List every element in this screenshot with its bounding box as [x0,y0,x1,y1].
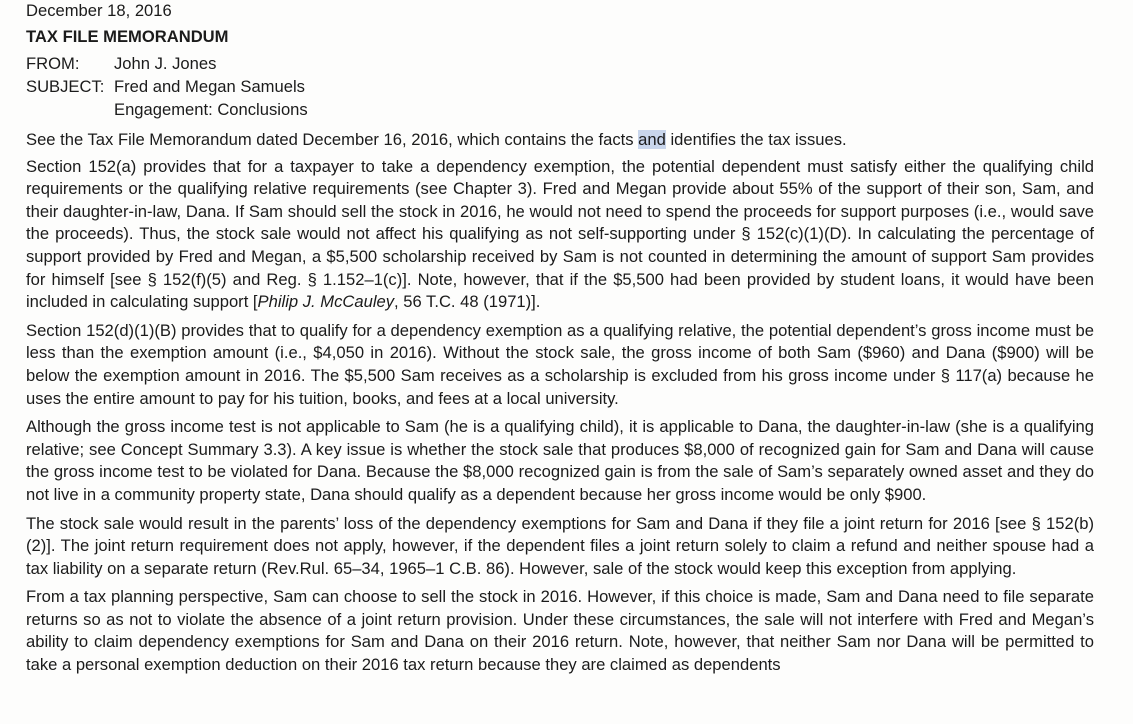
paragraph-joint-return[interactable]: The stock sale would result in the parents’ loss of the dependency exemptions for Sam and Dana if they file a joint return for 2016 [see § 152(b)(2)]. The joint return requirement does not apply, however, if the dependent files a joint return solely to claim a refund and neither spouse had a tax liability on a separate return (Rev.Rul. 65–34, 1965–1 C.B. 86). However, sale of the stock would keep this exception from applying. [26,513,1094,578]
case-citation: Philip J. McCauley [257,292,395,312]
selected-text-highlight[interactable]: and [638,130,666,149]
paragraph-section-152a[interactable] [26,156,1094,314]
memo-date: December 18, 2016 [26,1,172,20]
paragraph-gross-income[interactable]: Although the gross income test is not applicable to Sam (he is a qualifying child), it is applicable to Dana, the daughter-in-law (she is a qualifying relative; see Concept Summary 3.3). A key issue is whether the stock sale that produces $8,000 of recognized gain for Sam and Dana will cause the gross income test to be violated for Dana. Because the $8,000 recognized gain is from the sale of Sam’s separately owned asset and they do not live in a community property state, Dana should qualify as a dependent because her gross income would be only $900. [26,417,1094,504]
paragraph-section-152d[interactable]: Section 152(d)(1)(B) provides that to qualify for a dependency exemption as a qualifying relative, the potential dependent’s gross income must be less than the exemption amount (i.e., $4,050 in 2016). Without the stock sale, the gross income of both Sam ($960) and Dana ($900) will be below the exemption amount in 2016. The $5,500 Sam receives as a scholarship is excluded from his gross income under § 117(a) because he uses the entire amount to pay for his tuition, books, and fees at a local university. [26,320,1094,408]
from-row [26,52,1094,75]
paragraph-intro-text-b: identifies the tax issues. [665,130,847,149]
subject-row-2 [26,98,1094,121]
memo-title: TAX FILE MEMORANDUM [26,27,229,46]
memo-page [26,0,1094,677]
paragraph-tax-planning[interactable]: From a tax planning perspective, Sam can choose to sell the stock in 2016. However, if this choice is made, Sam and Dana need to file separate returns so as not to violate the absence of a joint return provision. Under these circumstances, the sale will not interfere with Fred and Megan’s ability to claim dependency exemptions for Sam and Dana on their 2016 return. Note, however, that neither Sam nor Dana will be permitted to take a personal exemption deduction on their 2016 tax return because they are claimed as dependents [26,587,1094,675]
paragraph-intro[interactable] [26,129,1094,152]
from-label: FROM: [26,54,80,73]
paragraph-section-152a-text-end: , 56 T.C. 48 (1971)]. [394,292,541,312]
subject-line-1: Fred and Megan Samuels [114,77,305,96]
paragraph-section-152a-text: Section 152(a) provides that for a taxpayer to take a dependency exemption, the potential dependent must satisfy either the qualifying child requirements or the qualifying relative requirements (see Chapter 3). Fred and Megan provide about 55% of the support of their son, Sam, and their daughter-in-law, Dana. If Sam should sell the stock in 2016, he would not need to spend the proceeds for support purposes (i.e., would save the proceeds). Thus, the stock sale would not affect his qualifying as not self-supporting under § 152(c)(1)(D). In calculating the percentage of support provided by Fred and Megan, a $5,500 scholarship received by Sam is not counted in determining the amount of support Sam provides for himself [see § 152(f)(5) and Reg. § 1.152–1(c)]. Note, however, that if the $5,500 had been provided by student loans, it would have been included in calculating support [ [26,156,1094,312]
subject-row [26,75,1094,98]
paragraph-intro-text-a: See the Tax File Memorandum dated December 16, 2016, which contains the facts [26,130,639,149]
from-value: John J. Jones [114,54,217,73]
subject-line-2: Engagement: Conclusions [114,100,308,119]
subject-label: SUBJECT: [26,77,105,96]
subject-label-spacer [26,98,114,121]
